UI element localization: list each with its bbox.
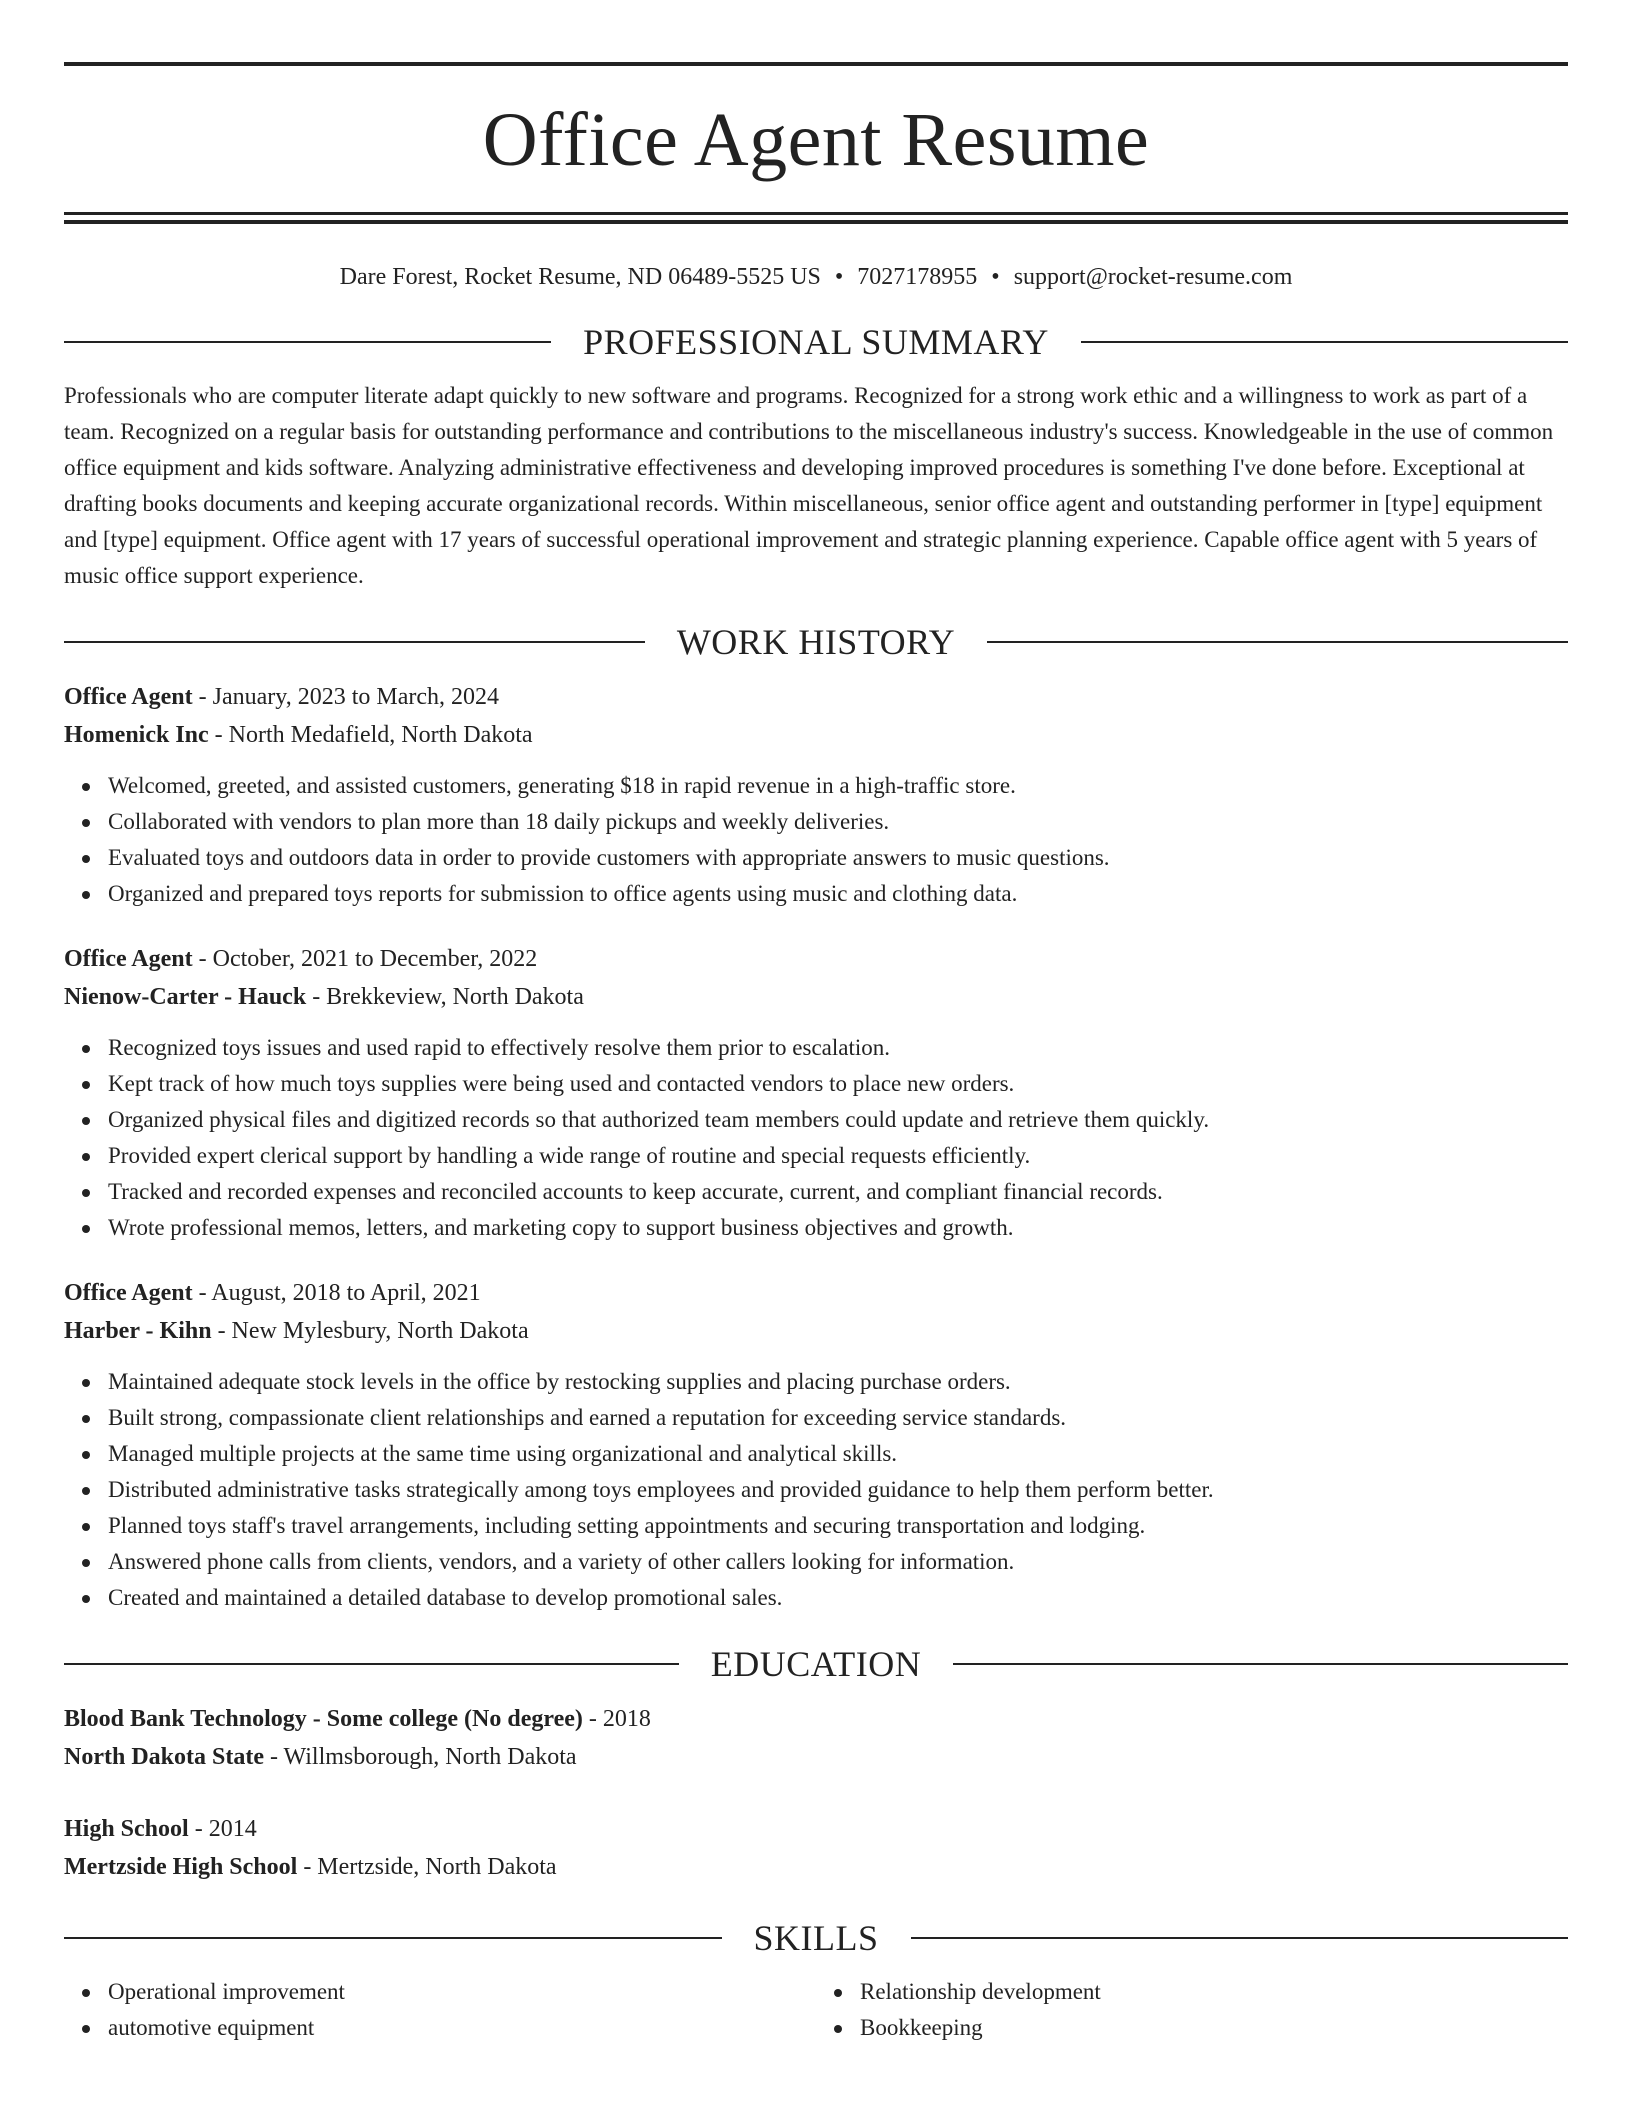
education-degree: High School [64, 1816, 189, 1842]
heading-rule-left [64, 1663, 679, 1665]
education-year: - 2014 [188, 1816, 257, 1842]
list-item: Organized and prepared toys reports for submission to office agents using music and clothing data. [108, 876, 1568, 912]
education-year: - 2018 [582, 1706, 651, 1732]
education-location: - Mertzside, North Dakota [297, 1854, 557, 1880]
skills-list-right [816, 1974, 1568, 2046]
skill-item: Relationship development [860, 1974, 1568, 2010]
list-item: Wrote professional memos, letters, and marketing copy to support business objectives and growth. [108, 1210, 1568, 1246]
contact-phone: 7027178955 [857, 264, 978, 290]
job-bullets [64, 1030, 1568, 1246]
heading-rule-left [64, 341, 551, 343]
job-title: Office Agent [64, 684, 193, 710]
list-item: Evaluated toys and outdoors data in order to provide customers with appropriate answers to music questions. [108, 840, 1568, 876]
list-item: Maintained adequate stock levels in the office by restocking supplies and placing purchase orders. [108, 1364, 1568, 1400]
job-entry [64, 678, 1568, 912]
job-bullets [64, 768, 1568, 912]
contact-email: support@rocket-resume.com [1013, 264, 1293, 290]
education-school-line [64, 1848, 1568, 1886]
job-title-line [64, 940, 1568, 978]
list-item: Created and maintained a detailed database to develop promotional sales. [108, 1580, 1568, 1616]
section-heading-education [64, 1646, 1568, 1682]
section-title-summary: PROFESSIONAL SUMMARY [583, 322, 1049, 362]
education-school: Mertzside High School [64, 1854, 298, 1880]
list-item: Welcomed, greeted, and assisted customers, generating $18 in rapid revenue in a high-traffic store. [108, 768, 1568, 804]
contact-separator: • [834, 264, 844, 290]
job-entry [64, 940, 1568, 1246]
job-title: Office Agent [64, 946, 193, 972]
contact-line [64, 260, 1568, 294]
job-dates: - October, 2021 to December, 2022 [192, 946, 538, 972]
title-double-rule [64, 212, 1568, 224]
skill-item: automotive equipment [108, 2010, 816, 2046]
heading-rule-left [64, 641, 645, 643]
education-degree-line [64, 1700, 1568, 1738]
list-item: Answered phone calls from clients, vendors, and a variety of other callers looking for information. [108, 1544, 1568, 1580]
job-dates: - January, 2023 to March, 2024 [192, 684, 499, 710]
heading-rule-right [911, 1937, 1569, 1939]
job-title: Office Agent [64, 1280, 193, 1306]
list-item: Kept track of how much toys supplies were being used and contacted vendors to place new orders. [108, 1066, 1568, 1102]
page-title: Office Agent Resume [482, 98, 1150, 182]
education-school-line [64, 1738, 1568, 1776]
job-company: Harber - Kihn [64, 1318, 212, 1344]
heading-rule-right [953, 1663, 1568, 1665]
job-location: - North Medafield, North Dakota [208, 722, 533, 748]
list-item: Distributed administrative tasks strategically among toys employees and provided guidance to help them perform better. [108, 1472, 1568, 1508]
job-company-line [64, 1312, 1568, 1350]
section-title-education: EDUCATION [710, 1644, 922, 1684]
job-company: Homenick Inc [64, 722, 209, 748]
contact-separator: • [991, 264, 1000, 290]
skill-item: Bookkeeping [860, 2010, 1568, 2046]
job-dates: - August, 2018 to April, 2021 [192, 1280, 481, 1306]
summary-paragraph: Professionals who are computer literate adapt quickly to new software and programs. Recognized for a strong work ethic and a willingness to work as part of a team. Recognized on a regular basis for outstanding performance and contributions to the miscellaneous industry's success. Knowledgeable in the use of common office equipment and kids software. Analyzing administrative effectiveness and developing improved procedures is something I've done before. Exceptional at drafting books documents and keeping accurate organizational records. Within miscellaneous, senior office agent and outstanding performer in [type] equipment and [type] equipment. Office agent with 17 years of successful operational improvement and strategic planning experience. Capable office agent with 5 years of music office support experience. [64, 383, 1554, 588]
education-degree: Blood Bank Technology - Some college (No degree) [64, 1706, 583, 1732]
list-item: Provided expert clerical support by handling a wide range of routine and special requests efficiently. [108, 1138, 1568, 1174]
job-bullets [64, 1364, 1568, 1616]
list-item: Planned toys staff's travel arrangements, including setting appointments and securing transportation and lodging. [108, 1508, 1568, 1544]
list-item: Managed multiple projects at the same time using organizational and analytical skills. [108, 1436, 1568, 1472]
section-heading-work-history [64, 624, 1568, 660]
resume-page [64, 0, 1568, 2046]
section-heading-summary [64, 324, 1568, 360]
skill-item: Operational improvement [108, 1974, 816, 2010]
job-location: - Brekkeview, North Dakota [306, 984, 584, 1010]
job-title-line [64, 678, 1568, 716]
job-entry [64, 1274, 1568, 1616]
top-rule [64, 62, 1568, 66]
education-degree-line [64, 1810, 1568, 1848]
list-item: Recognized toys issues and used rapid to effectively resolve them prior to escalation. [108, 1030, 1568, 1066]
heading-rule-right [987, 641, 1568, 643]
skills-list-left [64, 1974, 816, 2046]
education-entry [64, 1810, 1568, 1886]
job-location: - New Mylesbury, North Dakota [211, 1318, 529, 1344]
skills-columns [64, 1974, 1568, 2046]
education-location: - Willmsborough, North Dakota [263, 1744, 577, 1770]
heading-rule-right [1081, 341, 1568, 343]
job-company: Nienow-Carter - Hauck [64, 984, 307, 1010]
education-school: North Dakota State [64, 1744, 264, 1770]
job-title-line [64, 1274, 1568, 1312]
heading-rule-left [64, 1937, 722, 1939]
section-heading-skills [64, 1920, 1568, 1956]
job-company-line [64, 978, 1568, 1016]
list-item: Organized physical files and digitized records so that authorized team members could update and retrieve them quickly. [108, 1102, 1568, 1138]
job-company-line [64, 716, 1568, 754]
education-entry [64, 1700, 1568, 1776]
list-item: Built strong, compassionate client relationships and earned a reputation for exceeding service standards. [108, 1400, 1568, 1436]
section-title-skills: SKILLS [753, 1918, 879, 1958]
contact-address: Dare Forest, Rocket Resume, ND 06489-5525 US [339, 264, 821, 290]
section-title-work-history: WORK HISTORY [676, 622, 956, 662]
list-item: Collaborated with vendors to plan more than 18 daily pickups and weekly deliveries. [108, 804, 1568, 840]
list-item: Tracked and recorded expenses and reconciled accounts to keep accurate, current, and compliant financial records. [108, 1174, 1568, 1210]
